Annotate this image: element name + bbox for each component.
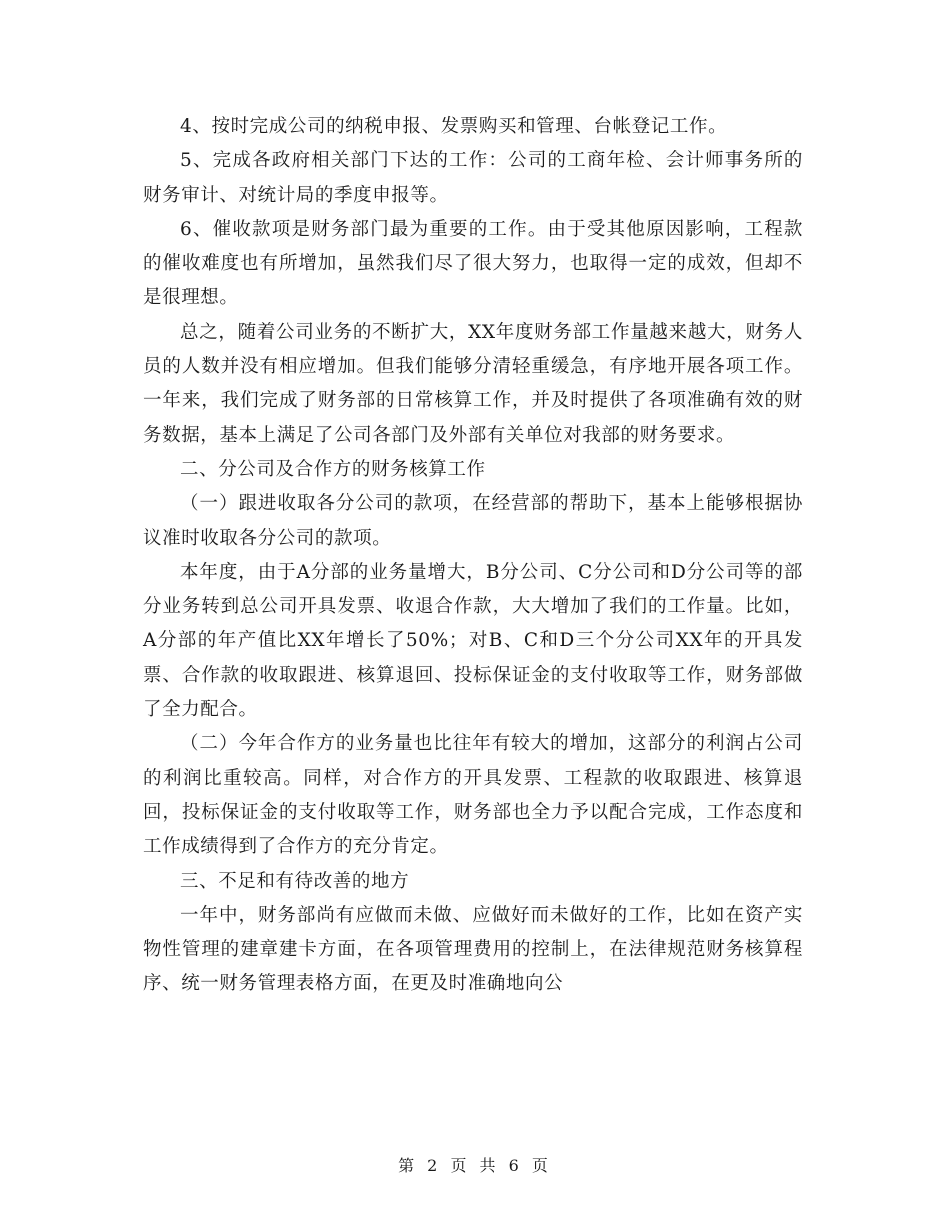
section-heading-2: 二、分公司及合作方的财务核算工作 [180, 458, 486, 480]
paragraph-sub-1: （一）跟进收取各分公司的款项，在经营部的帮助下，基本上能够根据协议准时收取各分公司的款项。 [143, 493, 803, 549]
paragraph-item-6: 6、催收款项是财务部门最为重要的工作。由于受其他原因影响，工程款的催收难度也有所增加，虽然我们尽了很大努力，也取得一定的成效，但却不是很理想。 [143, 218, 803, 309]
paragraph-item-4: 4、按时完成公司的纳税申报、发票购买和管理、台帐登记工作。 [180, 116, 728, 137]
paragraph-summary: 总之，随着公司业务的不断扩大，XX年度财务部工作量越来越大，财务人员的人数并没有相应增加。但我们能够分清轻重缓急，有序地开展各项工作。一年来，我们完成了财务部的日常核算工作，并及时提供了各项准确有效的财务数据，基本上满足了公司各部门及外部有关单位对我部的财务要求。 [143, 321, 803, 446]
page-footer: 第 2 页 共 6 页 [398, 1156, 552, 1175]
paragraph-shortcomings: 一年中，财务部尚有应做而未做、应做好而未做好的工作，比如在资产实物性管理的建章建卡方面，在各项管理费用的控制上，在法律规范财务核算程序、统一财务管理表格方面，在更及时准确地向公 [143, 904, 803, 995]
paragraph-this-year: 本年度，由于A分部的业务量增大，B分公司、C分公司和D分公司等的部分业务转到总公司开具发票、收退合作款，大大增加了我们的工作量。比如，A分部的年产值比XX年增长了50%；对B、C和D三个分公司XX年的开具发票、合作款的收取跟进、核算退回、投标保证金的支付收取等工作，财务部做了全力配合。 [143, 561, 803, 721]
paragraph-sub-2: （二）今年合作方的业务量也比往年有较大的增加，这部分的利润占公司的利润比重较高。同样，对合作方的开具发票、工程款的收取跟进、核算退回，投标保证金的支付收取等工作，财务部也全力予以配合完成，工作态度和工作成绩得到了合作方的充分肯定。 [143, 733, 803, 858]
paragraph-item-5: 5、完成各政府相关部门下达的工作：公司的工商年检、会计师事务所的财务审计、对统计局的季度申报等。 [143, 150, 803, 206]
section-heading-3: 三、不足和有待改善的地方 [180, 870, 410, 892]
document-body [143, 110, 803, 1002]
